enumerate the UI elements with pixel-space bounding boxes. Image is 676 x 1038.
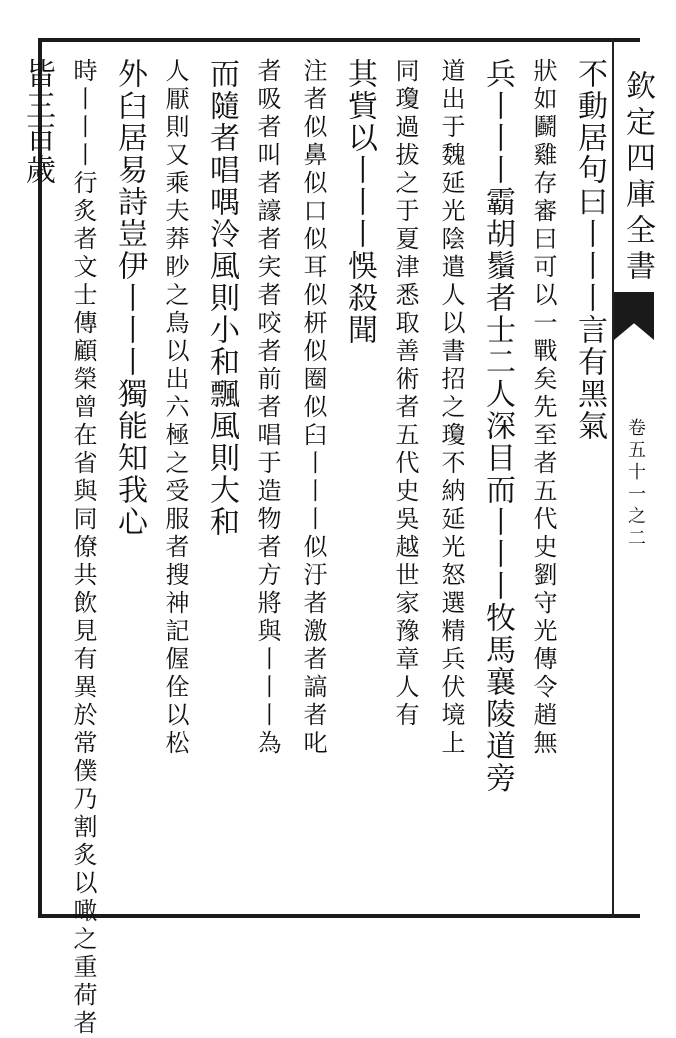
- text-column: [382, 58, 428, 898]
- column-text: 同瓊過拔之于夏津悉取善術者五代史吳越世家豫章人有: [391, 58, 419, 730]
- text-column: [152, 58, 198, 898]
- book-title: 欽定四庫全書: [620, 70, 655, 286]
- text-column: [336, 58, 382, 898]
- text-column: [520, 58, 566, 898]
- text-column: [14, 58, 60, 898]
- text-column: [290, 58, 336, 898]
- text-column: [474, 58, 520, 898]
- column-text: 注者似鼻似口似耳似枅似圈似臼丨丨丨似汙者激者謞者叱: [299, 58, 327, 758]
- column-text: 不動居句曰丨丨丨言有黑氣: [572, 58, 607, 442]
- column-text: 外臼居易詩豈伊丨丨丨獨能知我心: [112, 58, 147, 538]
- column-text: 兵丨丨丨霸胡鬚者士二人深目而丨丨丨牧馬襄陵道旁: [480, 58, 515, 794]
- text-column: [60, 58, 106, 1038]
- juan-label: 卷五十一之二: [625, 418, 646, 550]
- text-column: [244, 58, 290, 898]
- column-text: 而隨者唱喁泠風則小和飄風則大和: [204, 58, 239, 538]
- column-text: 人厭則又乘夫莽眇之鳥以出六極之受服者搜神記偓佺以松: [161, 58, 189, 758]
- column-text: 其貲以丨丨丨悞殺聞: [342, 58, 377, 346]
- column-text: 者吸者叫者譹者宎者咬者前者唱于造物者方將與丨丨丨為: [253, 58, 281, 758]
- text-column: [106, 58, 152, 898]
- column-text: 道出于魏延光陰遣人以書招之瓊不納延光怒選精兵伏境上: [437, 58, 465, 758]
- text-column: [566, 58, 612, 898]
- column-text: 時丨丨丨行炙者文士傳顧榮曾在省與同僚共飲見有異於常僕乃割炙以噉之重荷者: [69, 58, 97, 1038]
- column-text: 狀如鬬雞存審曰可以一戰矣先至者五代史劉守光傳令趙無: [529, 58, 557, 758]
- column-text: 皆三百歲: [20, 58, 55, 186]
- text-column: [198, 58, 244, 898]
- text-column: [428, 58, 474, 898]
